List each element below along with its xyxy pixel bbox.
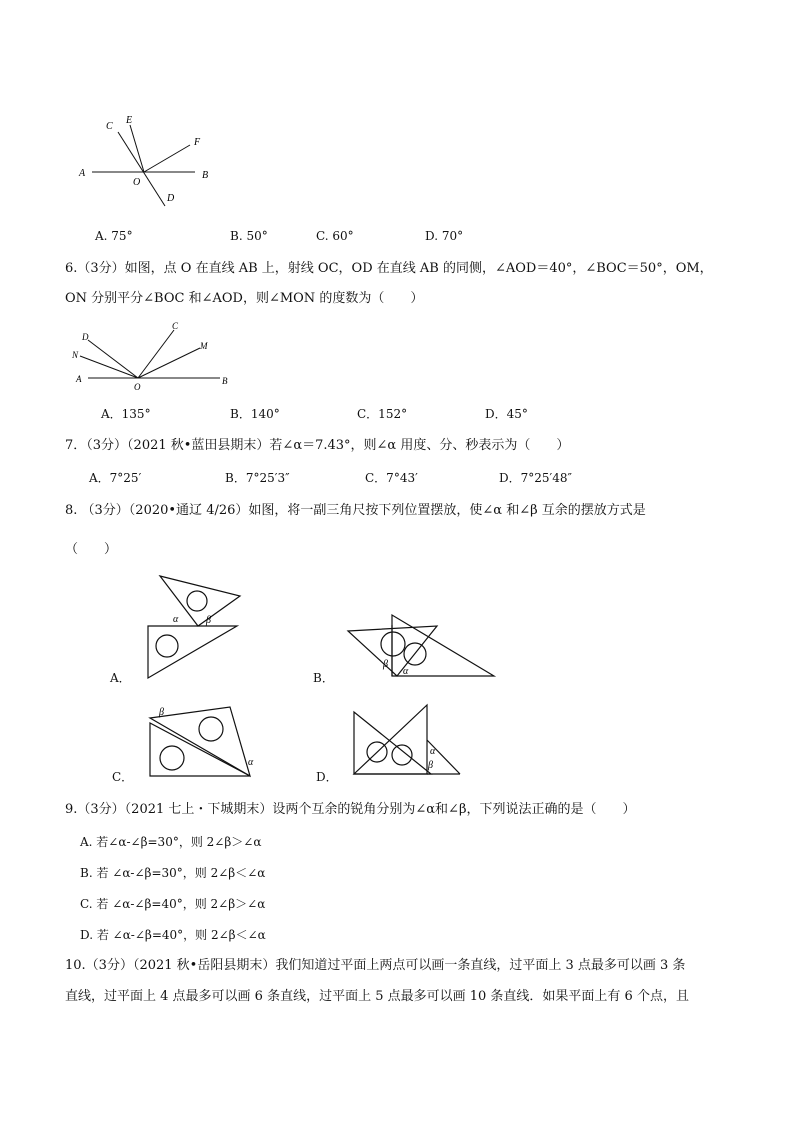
q8-option-c-label: C． [112,770,134,784]
q5-label-A: A [79,168,86,179]
q5-label-B: B [202,170,209,181]
q8-option-b-label: B． [313,671,334,685]
q7-option-c: C．7°43′ [365,471,418,485]
q6-option-b: B．140° [230,407,280,421]
q8-d-alpha: α [430,746,436,757]
q5-figure [70,105,230,215]
q8-a-alpha: α [173,614,179,625]
q8-c-beta: β [159,707,164,718]
q8-b-alpha: α [403,666,409,677]
q5-label-D: D [167,193,175,204]
q7-option-a: A．7°25′ [89,471,142,485]
q5-option-c: C. 60° [316,229,354,243]
q8-a-beta: β [206,615,211,626]
q8-option-a-label: A． [110,671,131,685]
q8-figure-a [140,568,250,683]
q5-label-E: E [126,115,133,126]
q6-label-C: C [172,321,179,331]
q10-stem-line2: 直线，过平面上 4 点最多可以画 6 条直线，过平面上 5 点最多可以画 10 条直线．如果平面上有 6 个点，且 [65,989,689,1004]
q8-c-alpha: α [248,757,254,768]
q8-d-beta: β [428,760,433,771]
q8-option-d-label: D． [316,770,338,784]
q6-option-c: C．152° [357,407,408,421]
q5-option-b: B. 50° [230,229,268,243]
q6-label-B: B [222,376,228,386]
q6-label-O: O [134,382,141,392]
q10-stem-line1: 10.（3分）（2021 秋•岳阳县期末）我们知道过平面上两点可以画一条直线，过平面上 3 点最多可以画 3 条 [65,958,686,973]
q9-option-a: A. 若∠α-∠β=30°，则 2∠β＞∠α [80,835,262,849]
q6-figure [70,318,240,396]
q5-label-C: C [106,121,113,132]
q8-figure-b [345,610,500,680]
q5-label-O: O [133,177,141,188]
q9-option-c: C. 若 ∠α-∠β=40°，则 2∠β＞∠α [80,897,266,911]
q9-stem: 9.（3分）（2021 七上・下城期末）设两个互余的锐角分别为∠α和∠β，下列说法正确的是（ ） [65,802,636,817]
q8-stem-line2: （ ） [65,542,118,557]
q7-option-d: D．7°25′48″ [499,471,573,485]
q7-option-b: B．7°25′3″ [225,471,290,485]
q7-stem: 7．（3分）（2021 秋•蓝田县期末）若∠α＝7.43°，则∠α 用度、分、秒表示为（ ） [65,438,570,453]
q9-option-b: B. 若 ∠α-∠β=30°，则 2∠β＜∠α [80,866,266,880]
q5-option-d: D. 70° [425,229,464,243]
q8-stem-line1: 8. （3分）（2020•通辽 4/26）如图，将一副三角尺按下列位置摆放，使∠α 和∠β 互余的摆放方式是 [65,503,646,518]
q6-stem-line2: ON 分别平分∠BOC 和∠AOD，则∠MON 的度数为（ ） [65,291,424,306]
q9-option-d: D. 若 ∠α-∠β=40°，则 2∠β＜∠α [80,928,266,942]
q8-figure-d [350,700,465,780]
q6-stem-line1: 6.（3分）如图，点 O 在直线 AB 上，射线 OC，OD 在直线 AB 的同侧，∠AOD＝40°，∠BOC＝50°，OM， [65,261,713,276]
q5-option-a: A. 75° [95,229,133,243]
q6-label-D: D [82,332,89,342]
q8-b-beta: β [383,659,388,670]
q8-figure-c [140,700,270,780]
q6-option-d: D．45° [485,407,528,421]
q6-label-A: A [76,374,82,384]
q6-label-N: N [72,350,79,360]
q6-label-M: M [200,341,208,351]
q6-option-a: A．135° [101,407,151,421]
q5-label-F: F [194,137,201,148]
